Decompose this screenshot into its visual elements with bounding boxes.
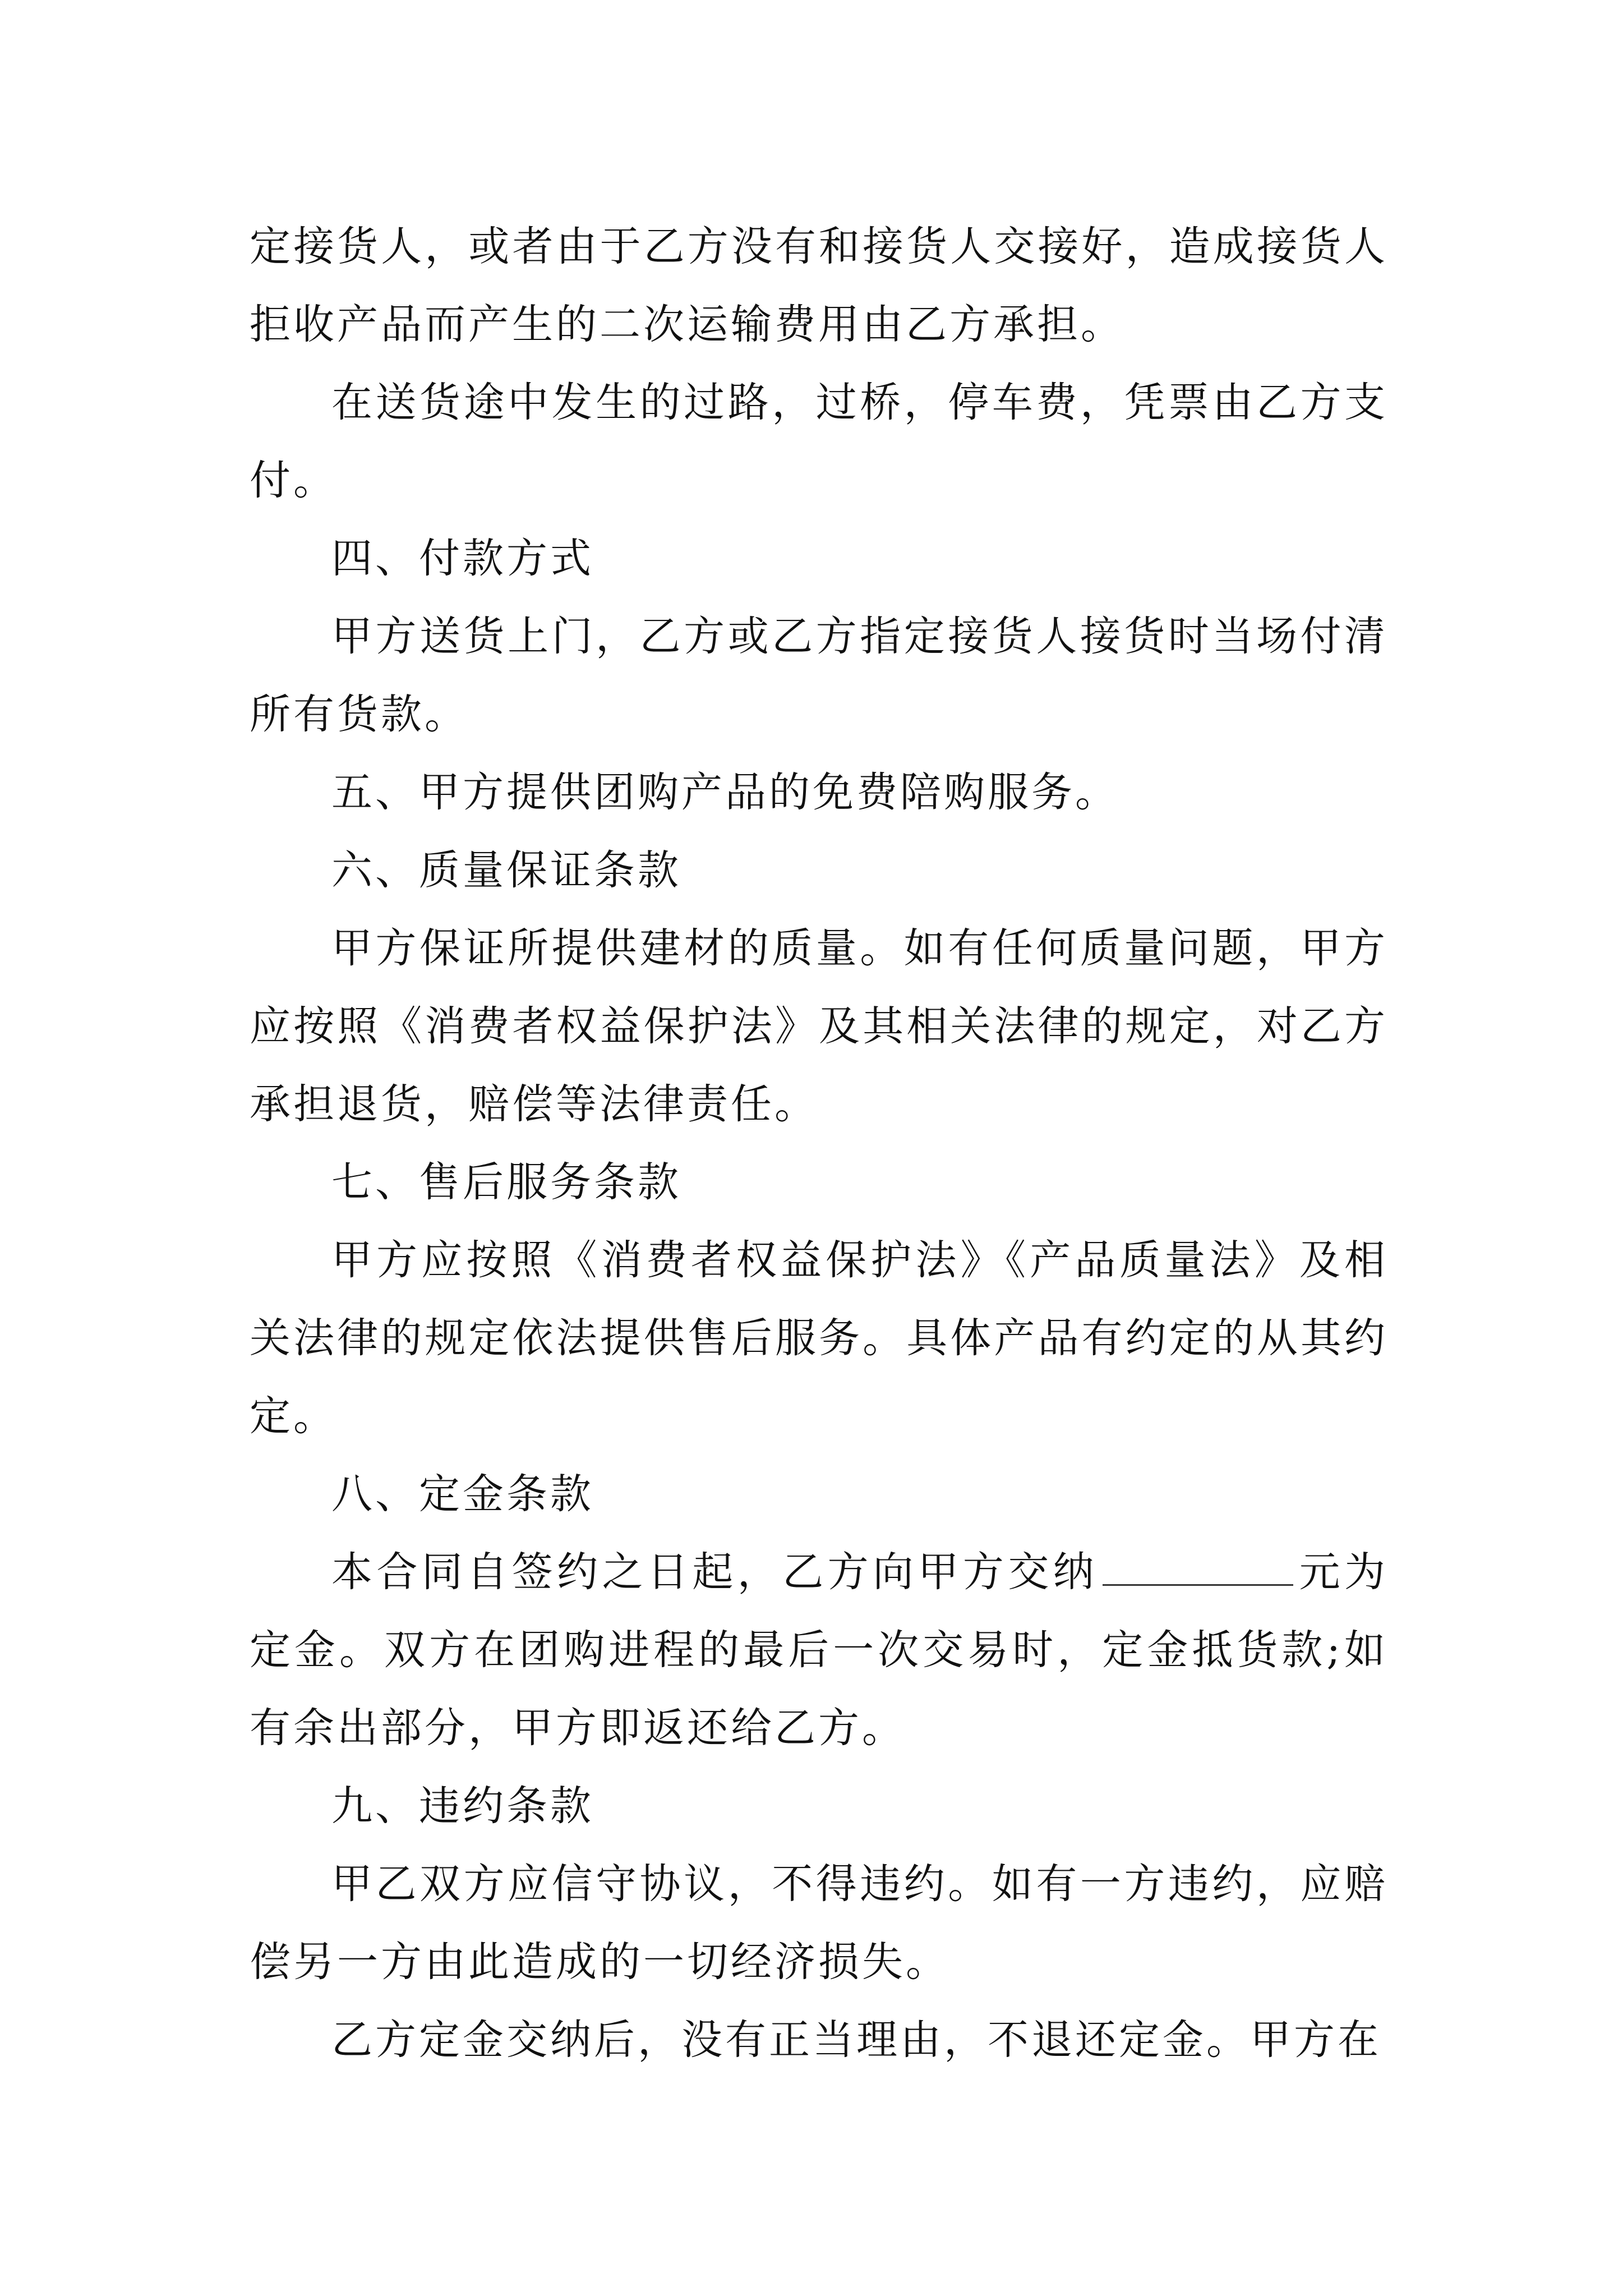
paragraph-text: 甲方应按照《消费者权益保护法》《产品质量法》及相关法律的规定依法提供售后服务。具体产品有约定的从其约定。 — [250, 1236, 1388, 1440]
heading-free-service — [250, 753, 1388, 831]
heading-text: 五、甲方提供团购产品的免费陪购服务。 — [331, 769, 1119, 816]
paragraph-text: 乙方定金交纳后，没有正当理由，不退还定金。甲方在 — [331, 2016, 1381, 2064]
paragraph-text: 定接货人，或者由于乙方没有和接货人交接好，造成接货人拒收产品而产生的二次运输费用由乙方承担。 — [250, 223, 1388, 348]
paragraph-breach — [250, 1845, 1388, 2001]
deposit-amount-blank — [1103, 1549, 1293, 1586]
heading-text: 九、违约条款 — [331, 1782, 594, 1830]
heading-deposit — [250, 1455, 1388, 1533]
paragraph-delivery-refusal — [250, 208, 1388, 364]
paragraph-quality — [250, 909, 1388, 1143]
heading-payment-method — [250, 519, 1388, 597]
paragraph-text: 甲乙双方应信守协议，不得违约。如有一方违约，应赔偿另一方由此造成的一切经济损失。 — [250, 1860, 1388, 1986]
paragraph-text: 元为定金。双方在团购进程的最后一次交易时，定金抵货款;如有余出部分，甲方即返还给乙方。 — [250, 1548, 1389, 1752]
paragraph-text: 本合同自签约之日起，乙方向甲方交纳 — [331, 1548, 1099, 1596]
heading-text: 六、质量保证条款 — [331, 846, 681, 894]
heading-text: 七、售后服务条款 — [331, 1158, 681, 1206]
paragraph-deposit — [250, 1533, 1388, 1767]
heading-text: 八、定金条款 — [331, 1470, 594, 1518]
heading-breach — [250, 1767, 1388, 1845]
paragraph-text: 在送货途中发生的过路，过桥，停车费，凭票由乙方支付。 — [250, 379, 1388, 504]
heading-quality-guarantee — [250, 831, 1388, 909]
document-body — [250, 208, 1388, 2079]
paragraph-payment — [250, 597, 1388, 753]
paragraph-text: 甲方送货上门，乙方或乙方指定接货人接货时当场付清所有货款。 — [250, 613, 1388, 738]
paragraph-tolls — [250, 364, 1388, 519]
heading-text: 四、付款方式 — [331, 535, 594, 582]
paragraph-deposit-refund — [250, 2001, 1388, 2079]
paragraph-text: 甲方保证所提供建材的质量。如有任何质量问题，甲方应按照《消费者权益保护法》及其相关法律的规定，对乙方承担退货，赔偿等法律责任。 — [250, 924, 1388, 1128]
paragraph-after-sales — [250, 1221, 1388, 1455]
heading-after-sales — [250, 1143, 1388, 1221]
